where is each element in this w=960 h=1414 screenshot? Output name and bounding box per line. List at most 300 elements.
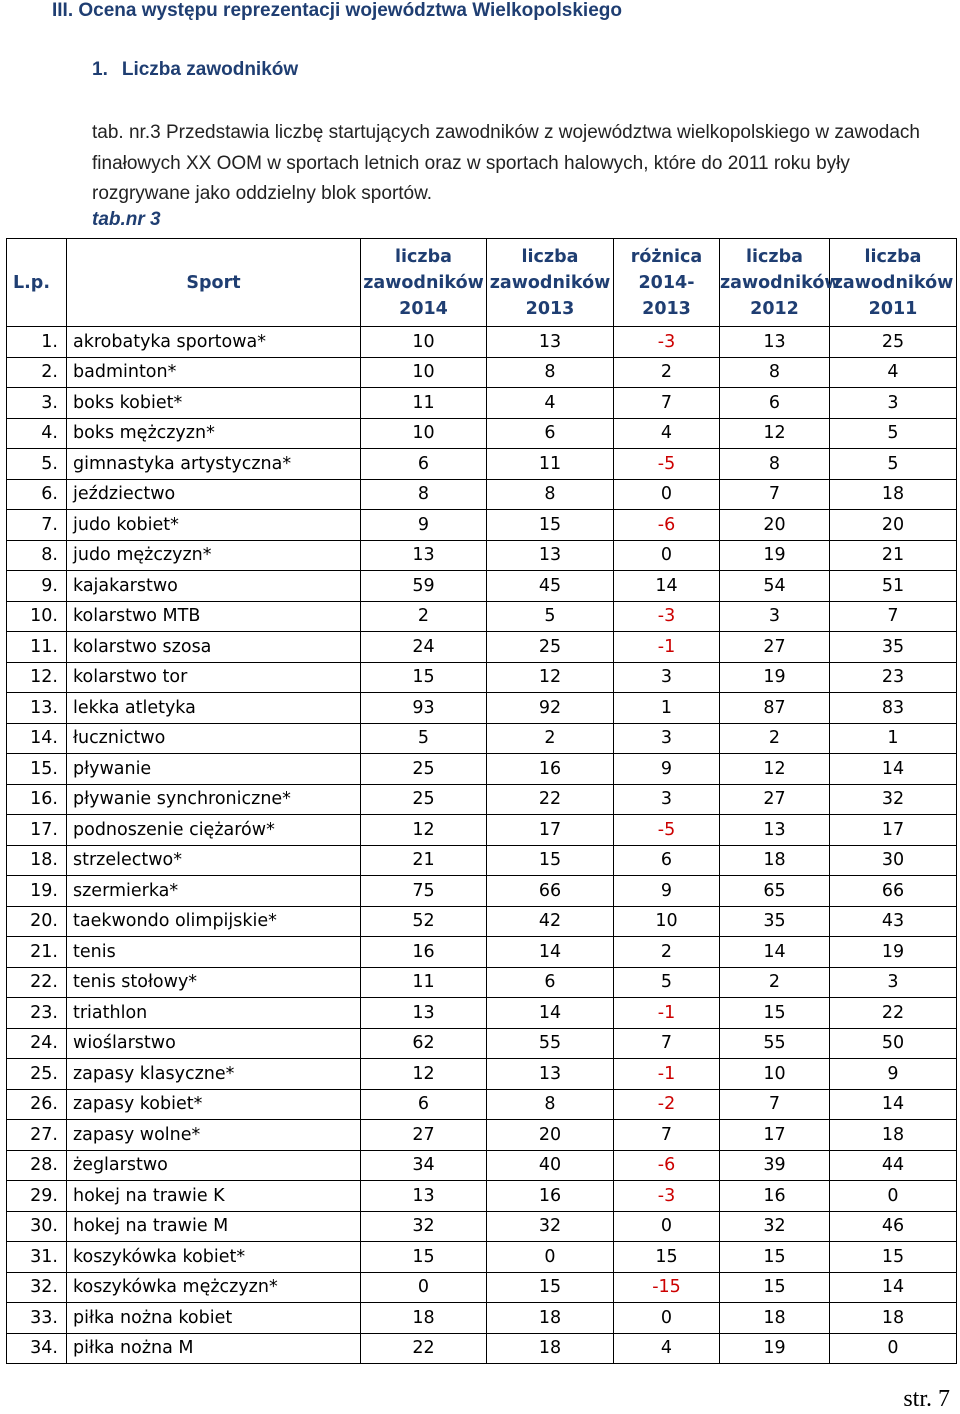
cell-diff: -1: [614, 1059, 720, 1090]
cell-2012: 8: [720, 357, 830, 388]
cell-sport: piłka nożna M: [67, 1333, 361, 1364]
cell-2012: 16: [720, 1181, 830, 1212]
cell-2013: 8: [487, 1089, 614, 1120]
cell-2014: 0: [361, 1272, 487, 1303]
cell-2012: 18: [720, 1303, 830, 1334]
cell-lp: 5.: [7, 449, 67, 480]
header-2013: [487, 239, 614, 327]
table-row: [7, 632, 957, 663]
header-2013-line2: zawodników: [489, 272, 611, 293]
table-row: [7, 1028, 957, 1059]
cell-2012: 15: [720, 1272, 830, 1303]
cell-2013: 18: [487, 1333, 614, 1364]
cell-lp: 33.: [7, 1303, 67, 1334]
cell-2012: 6: [720, 388, 830, 419]
cell-2012: 32: [720, 1211, 830, 1242]
cell-2011: 14: [830, 1272, 957, 1303]
header-2013-line1: liczba: [521, 246, 579, 267]
cell-sport: tenis stołowy*: [67, 967, 361, 998]
cell-2013: 15: [487, 510, 614, 541]
cell-2013: 6: [487, 967, 614, 998]
cell-2011: 18: [830, 479, 957, 510]
cell-sport: boks mężczyzn*: [67, 418, 361, 449]
cell-lp: 25.: [7, 1059, 67, 1090]
cell-diff: 7: [614, 1028, 720, 1059]
cell-diff: -3: [614, 1181, 720, 1212]
cell-lp: 29.: [7, 1181, 67, 1212]
cell-2014: 59: [361, 571, 487, 602]
cell-2013: 17: [487, 815, 614, 846]
cell-2011: 83: [830, 693, 957, 724]
cell-2013: 16: [487, 1181, 614, 1212]
header-diff-line2: 2014-: [638, 272, 695, 293]
cell-2014: 2: [361, 601, 487, 632]
cell-2014: 12: [361, 1059, 487, 1090]
table-row: [7, 662, 957, 693]
cell-2012: 7: [720, 1089, 830, 1120]
header-2014-line1: liczba: [395, 246, 452, 267]
cell-lp: 18.: [7, 845, 67, 876]
table-row: [7, 723, 957, 754]
cell-lp: 32.: [7, 1272, 67, 1303]
cell-sport: judo mężczyzn*: [67, 540, 361, 571]
subsection-number: 1.: [92, 59, 108, 80]
cell-sport: jeździectwo: [67, 479, 361, 510]
cell-sport: badminton*: [67, 357, 361, 388]
cell-2011: 35: [830, 632, 957, 663]
cell-lp: 17.: [7, 815, 67, 846]
cell-sport: boks kobiet*: [67, 388, 361, 419]
cell-lp: 21.: [7, 937, 67, 968]
cell-2014: 62: [361, 1028, 487, 1059]
table-row: [7, 357, 957, 388]
cell-sport: pływanie: [67, 754, 361, 785]
cell-sport: szermierka*: [67, 876, 361, 907]
cell-2012: 17: [720, 1120, 830, 1151]
table-row: [7, 449, 957, 480]
table-row: [7, 479, 957, 510]
cell-sport: hokej na trawie K: [67, 1181, 361, 1212]
cell-2011: 3: [830, 388, 957, 419]
cell-2014: 21: [361, 845, 487, 876]
cell-2014: 18: [361, 1303, 487, 1334]
table-row: [7, 967, 957, 998]
cell-2012: 54: [720, 571, 830, 602]
cell-sport: kolarstwo MTB: [67, 601, 361, 632]
cell-2013: 40: [487, 1150, 614, 1181]
cell-diff: 4: [614, 1333, 720, 1364]
cell-lp: 12.: [7, 662, 67, 693]
cell-2013: 13: [487, 540, 614, 571]
cell-sport: podnoszenie ciężarów*: [67, 815, 361, 846]
cell-diff: 3: [614, 784, 720, 815]
intro-paragraph-text: tab. nr.3 Przedstawia liczbę startujących zawodników z województwa wielkopolskiego w zawodach finałowych XX OOM w sportach letnich oraz w sportach halowych, które do 2011 roku były rozgrywane jako oddzielny blok sportów.: [92, 122, 920, 204]
table-row: [7, 327, 957, 358]
table-row: [7, 693, 957, 724]
table-row: [7, 845, 957, 876]
cell-sport: strzelectwo*: [67, 845, 361, 876]
table-row: [7, 754, 957, 785]
header-sport: Sport: [67, 239, 361, 327]
cell-2011: 46: [830, 1211, 957, 1242]
cell-diff: 7: [614, 1120, 720, 1151]
cell-diff: -1: [614, 632, 720, 663]
cell-2014: 11: [361, 967, 487, 998]
cell-sport: hokej na trawie M: [67, 1211, 361, 1242]
cell-2012: 55: [720, 1028, 830, 1059]
cell-2014: 5: [361, 723, 487, 754]
cell-2011: 18: [830, 1120, 957, 1151]
table-body: [7, 327, 957, 1364]
cell-2013: 55: [487, 1028, 614, 1059]
cell-sport: pływanie synchroniczne*: [67, 784, 361, 815]
header-diff: [614, 239, 720, 327]
cell-2011: 17: [830, 815, 957, 846]
table-row: [7, 815, 957, 846]
cell-2011: 30: [830, 845, 957, 876]
cell-2011: 22: [830, 998, 957, 1029]
cell-sport: piłka nożna kobiet: [67, 1303, 361, 1334]
cell-lp: 2.: [7, 357, 67, 388]
cell-2012: 87: [720, 693, 830, 724]
cell-2013: 12: [487, 662, 614, 693]
table-row: [7, 418, 957, 449]
table-row: [7, 1181, 957, 1212]
table-reference: tab.nr 3: [92, 209, 161, 230]
cell-2012: 2: [720, 723, 830, 754]
cell-2012: 35: [720, 906, 830, 937]
cell-2014: 24: [361, 632, 487, 663]
table-row: [7, 1272, 957, 1303]
cell-2012: 39: [720, 1150, 830, 1181]
cell-sport: zapasy kobiet*: [67, 1089, 361, 1120]
cell-2014: 16: [361, 937, 487, 968]
cell-2011: 7: [830, 601, 957, 632]
cell-lp: 4.: [7, 418, 67, 449]
cell-sport: koszykówka kobiet*: [67, 1242, 361, 1273]
cell-sport: wioślarstwo: [67, 1028, 361, 1059]
cell-lp: 28.: [7, 1150, 67, 1181]
cell-diff: 1: [614, 693, 720, 724]
cell-sport: żeglarstwo: [67, 1150, 361, 1181]
cell-sport: zapasy wolne*: [67, 1120, 361, 1151]
cell-2014: 25: [361, 754, 487, 785]
cell-2013: 20: [487, 1120, 614, 1151]
cell-sport: triathlon: [67, 998, 361, 1029]
cell-lp: 15.: [7, 754, 67, 785]
table-row: [7, 784, 957, 815]
cell-2014: 10: [361, 418, 487, 449]
cell-lp: 19.: [7, 876, 67, 907]
cell-2013: 13: [487, 327, 614, 358]
table-header-row: [7, 239, 957, 327]
cell-2012: 19: [720, 540, 830, 571]
cell-2011: 1: [830, 723, 957, 754]
cell-2011: 5: [830, 418, 957, 449]
cell-2013: 8: [487, 479, 614, 510]
cell-2013: 0: [487, 1242, 614, 1273]
cell-2012: 19: [720, 1333, 830, 1364]
cell-2011: 14: [830, 754, 957, 785]
cell-lp: 8.: [7, 540, 67, 571]
cell-diff: -2: [614, 1089, 720, 1120]
cell-sport: kajakarstwo: [67, 571, 361, 602]
cell-2012: 65: [720, 876, 830, 907]
cell-2012: 12: [720, 418, 830, 449]
header-2011-line2: zawodników: [832, 272, 954, 293]
cell-diff: -5: [614, 815, 720, 846]
cell-diff: 14: [614, 571, 720, 602]
header-2012-line2: zawodników: [720, 272, 841, 293]
cell-2013: 13: [487, 1059, 614, 1090]
cell-lp: 13.: [7, 693, 67, 724]
table-row: [7, 1211, 957, 1242]
cell-sport: kolarstwo szosa: [67, 632, 361, 663]
cell-2012: 15: [720, 1242, 830, 1273]
cell-2011: 25: [830, 327, 957, 358]
table-row: [7, 1242, 957, 1273]
cell-2013: 6: [487, 418, 614, 449]
cell-2011: 20: [830, 510, 957, 541]
cell-2013: 18: [487, 1303, 614, 1334]
cell-diff: 6: [614, 845, 720, 876]
cell-diff: -3: [614, 601, 720, 632]
table-row: [7, 1059, 957, 1090]
header-diff-line3: 2013: [642, 298, 691, 319]
cell-2014: 13: [361, 1181, 487, 1212]
cell-2011: 3: [830, 967, 957, 998]
cell-diff: 9: [614, 876, 720, 907]
cell-2012: 19: [720, 662, 830, 693]
cell-diff: 5: [614, 967, 720, 998]
table-row: [7, 388, 957, 419]
cell-lp: 10.: [7, 601, 67, 632]
cell-2011: 18: [830, 1303, 957, 1334]
cell-2013: 14: [487, 937, 614, 968]
cell-diff: 3: [614, 662, 720, 693]
cell-2012: 20: [720, 510, 830, 541]
cell-diff: 0: [614, 540, 720, 571]
cell-diff: 0: [614, 479, 720, 510]
cell-2012: 13: [720, 327, 830, 358]
cell-2014: 15: [361, 1242, 487, 1273]
cell-sport: tenis: [67, 937, 361, 968]
cell-2011: 21: [830, 540, 957, 571]
cell-diff: 7: [614, 388, 720, 419]
cell-2013: 45: [487, 571, 614, 602]
header-2011-line3: 2011: [868, 298, 918, 319]
athletes-table: [6, 238, 957, 1364]
cell-2012: 12: [720, 754, 830, 785]
cell-2013: 25: [487, 632, 614, 663]
header-2014-line3: 2014: [399, 298, 448, 319]
cell-2014: 13: [361, 998, 487, 1029]
cell-lp: 31.: [7, 1242, 67, 1273]
cell-2011: 43: [830, 906, 957, 937]
table-row: [7, 998, 957, 1029]
cell-diff: -6: [614, 510, 720, 541]
cell-sport: koszykówka mężczyzn*: [67, 1272, 361, 1303]
cell-lp: 6.: [7, 479, 67, 510]
cell-2014: 32: [361, 1211, 487, 1242]
cell-2014: 34: [361, 1150, 487, 1181]
cell-2013: 2: [487, 723, 614, 754]
cell-2011: 32: [830, 784, 957, 815]
cell-sport: łucznictwo: [67, 723, 361, 754]
cell-lp: 1.: [7, 327, 67, 358]
cell-lp: 24.: [7, 1028, 67, 1059]
cell-2014: 11: [361, 388, 487, 419]
cell-2011: 19: [830, 937, 957, 968]
cell-2014: 15: [361, 662, 487, 693]
table-row: [7, 1303, 957, 1334]
cell-2012: 7: [720, 479, 830, 510]
cell-2014: 12: [361, 815, 487, 846]
cell-lp: 9.: [7, 571, 67, 602]
cell-diff: -1: [614, 998, 720, 1029]
cell-2013: 5: [487, 601, 614, 632]
intro-paragraph: [92, 118, 952, 210]
cell-lp: 27.: [7, 1120, 67, 1151]
cell-2012: 13: [720, 815, 830, 846]
cell-diff: 0: [614, 1211, 720, 1242]
section-heading: III. Ocena występu reprezentacji województwa Wielkopolskiego: [52, 0, 622, 21]
cell-diff: -15: [614, 1272, 720, 1303]
cell-2013: 66: [487, 876, 614, 907]
subsection-title: Liczba zawodników: [121, 59, 299, 80]
cell-2011: 5: [830, 449, 957, 480]
header-2011-line1: liczba: [864, 246, 922, 267]
cell-sport: zapasy klasyczne*: [67, 1059, 361, 1090]
cell-2014: 25: [361, 784, 487, 815]
cell-2011: 50: [830, 1028, 957, 1059]
cell-2014: 8: [361, 479, 487, 510]
cell-2014: 75: [361, 876, 487, 907]
cell-lp: 11.: [7, 632, 67, 663]
cell-2011: 51: [830, 571, 957, 602]
cell-diff: 2: [614, 937, 720, 968]
cell-2013: 42: [487, 906, 614, 937]
page-number: str. 7: [903, 1386, 950, 1412]
table-row: [7, 876, 957, 907]
cell-2013: 16: [487, 754, 614, 785]
cell-2013: 22: [487, 784, 614, 815]
cell-2012: 3: [720, 601, 830, 632]
cell-2011: 0: [830, 1181, 957, 1212]
header-diff-line1: różnica: [630, 246, 703, 267]
cell-2012: 14: [720, 937, 830, 968]
cell-2014: 10: [361, 327, 487, 358]
cell-lp: 26.: [7, 1089, 67, 1120]
cell-diff: 0: [614, 1303, 720, 1334]
cell-2012: 18: [720, 845, 830, 876]
table-row: [7, 937, 957, 968]
cell-2013: 32: [487, 1211, 614, 1242]
table-row: [7, 571, 957, 602]
cell-diff: 15: [614, 1242, 720, 1273]
cell-diff: -6: [614, 1150, 720, 1181]
cell-diff: -5: [614, 449, 720, 480]
cell-2012: 27: [720, 632, 830, 663]
header-2013-line3: 2013: [525, 298, 575, 319]
cell-2013: 8: [487, 357, 614, 388]
cell-2012: 27: [720, 784, 830, 815]
header-2012-line1: liczba: [746, 246, 803, 267]
table-row: [7, 540, 957, 571]
cell-sport: gimnastyka artystyczna*: [67, 449, 361, 480]
cell-lp: 30.: [7, 1211, 67, 1242]
cell-diff: 3: [614, 723, 720, 754]
cell-2014: 93: [361, 693, 487, 724]
cell-2013: 15: [487, 845, 614, 876]
cell-2011: 9: [830, 1059, 957, 1090]
cell-2014: 52: [361, 906, 487, 937]
cell-2014: 27: [361, 1120, 487, 1151]
cell-sport: akrobatyka sportowa*: [67, 327, 361, 358]
cell-2011: 23: [830, 662, 957, 693]
cell-2014: 6: [361, 449, 487, 480]
cell-lp: 14.: [7, 723, 67, 754]
header-2014: [361, 239, 487, 327]
cell-sport: lekka atletyka: [67, 693, 361, 724]
cell-2012: 15: [720, 998, 830, 1029]
header-lp: L.p.: [7, 239, 67, 327]
cell-2011: 44: [830, 1150, 957, 1181]
cell-lp: 7.: [7, 510, 67, 541]
cell-diff: 9: [614, 754, 720, 785]
cell-lp: 23.: [7, 998, 67, 1029]
cell-sport: judo kobiet*: [67, 510, 361, 541]
cell-lp: 20.: [7, 906, 67, 937]
cell-2013: 15: [487, 1272, 614, 1303]
cell-2014: 22: [361, 1333, 487, 1364]
cell-2014: 6: [361, 1089, 487, 1120]
subsection-heading: [92, 59, 298, 81]
cell-2013: 92: [487, 693, 614, 724]
cell-2011: 66: [830, 876, 957, 907]
cell-2012: 2: [720, 967, 830, 998]
table-row: [7, 601, 957, 632]
table-row: [7, 1120, 957, 1151]
header-2012-line3: 2012: [750, 298, 799, 319]
header-2011: [830, 239, 957, 327]
cell-2011: 15: [830, 1242, 957, 1273]
table-row: [7, 1089, 957, 1120]
cell-sport: kolarstwo tor: [67, 662, 361, 693]
cell-2014: 10: [361, 357, 487, 388]
cell-diff: 4: [614, 418, 720, 449]
header-2014-line2: zawodników: [363, 272, 484, 293]
cell-2011: 14: [830, 1089, 957, 1120]
table-row: [7, 1333, 957, 1364]
cell-lp: 3.: [7, 388, 67, 419]
cell-diff: 2: [614, 357, 720, 388]
header-2012: [720, 239, 841, 327]
table-row: [7, 906, 957, 937]
cell-2012: 10: [720, 1059, 830, 1090]
cell-2014: 9: [361, 510, 487, 541]
cell-2011: 0: [830, 1333, 957, 1364]
table-row: [7, 1150, 957, 1181]
cell-lp: 16.: [7, 784, 67, 815]
cell-2013: 14: [487, 998, 614, 1029]
cell-diff: -3: [614, 327, 720, 358]
table-row: [7, 510, 957, 541]
cell-2013: 11: [487, 449, 614, 480]
cell-2013: 4: [487, 388, 614, 419]
cell-2014: 13: [361, 540, 487, 571]
cell-2012: 8: [720, 449, 830, 480]
